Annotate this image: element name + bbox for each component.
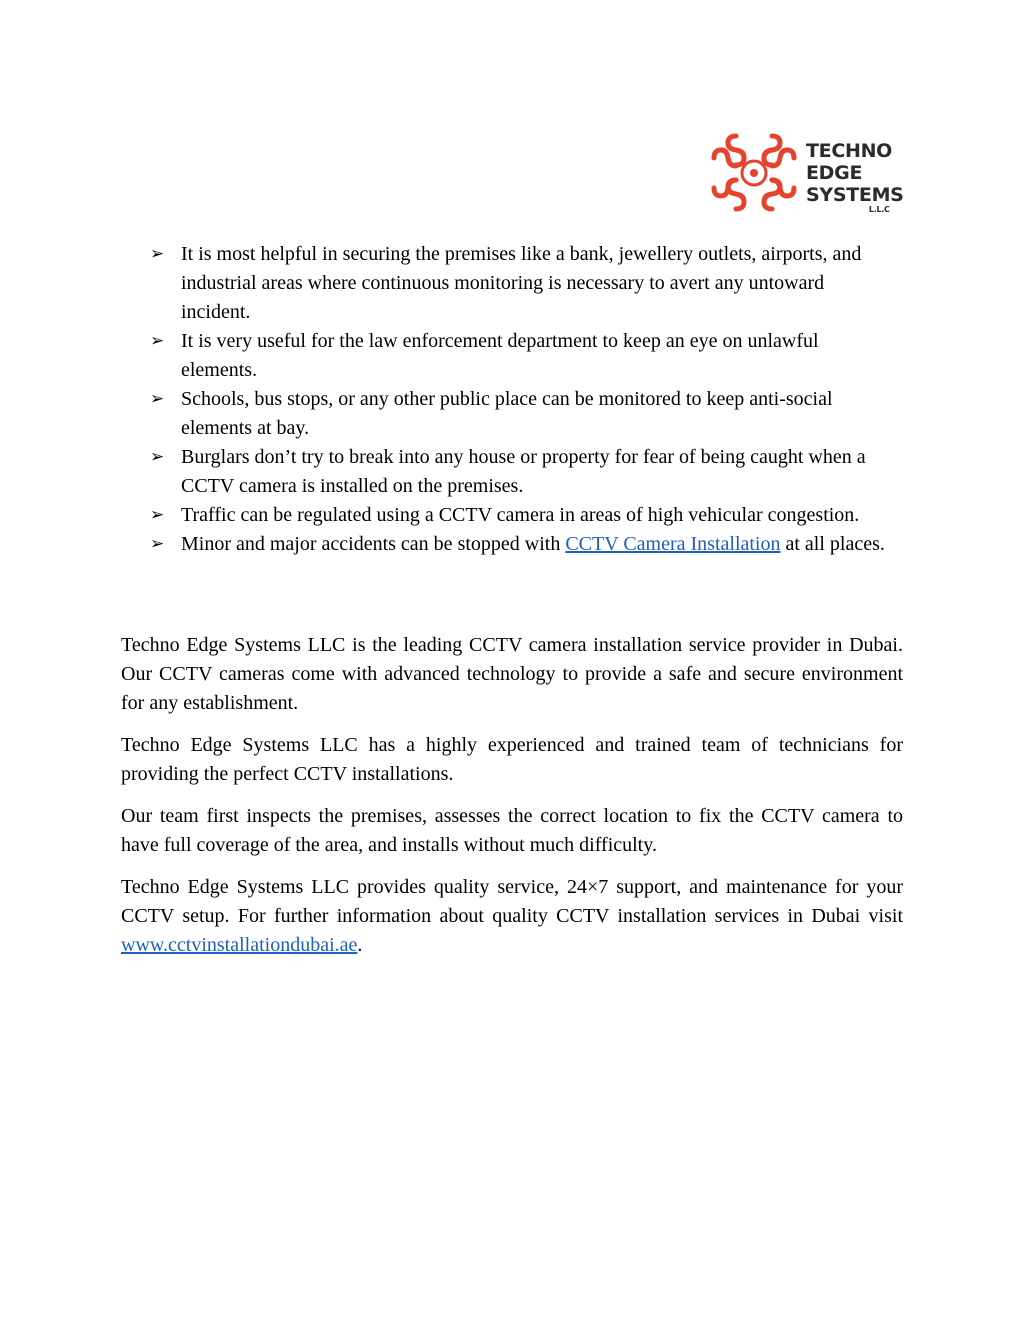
list-item bbox=[150, 443, 890, 501]
paragraph-team: Techno Edge Systems LLC has a highly experienced and trained team of technicians for providing the perfect CCTV installations. bbox=[121, 734, 903, 785]
benefits-list bbox=[150, 240, 890, 559]
logo-line-llc: L.L.C bbox=[868, 205, 890, 214]
list-item-text: It is very useful for the law enforcement department to keep an eye on unlawful elements. bbox=[181, 330, 819, 381]
paragraph-intro: Techno Edge Systems LLC is the leading CCTV camera installation service provider in Dubai. Our CCTV cameras come with advanced technology to provide a safe and secure environment for any establishment. bbox=[121, 634, 903, 714]
paragraph-process: Our team first inspects the premises, assesses the correct location to fix the CCTV camera to have full coverage of the area, and installs without much difficulty. bbox=[121, 805, 903, 856]
list-item-text: Minor and major accidents can be stopped with bbox=[181, 533, 566, 555]
arrow-bullet-icon: ➢ bbox=[150, 244, 165, 264]
list-item-text: It is most helpful in securing the premises like a bank, jewellery outlets, airports, and industrial areas where continuous monitoring is necessary to avert any untoward incident. bbox=[181, 243, 862, 323]
paragraph-contact bbox=[121, 873, 903, 960]
arrow-bullet-icon: ➢ bbox=[150, 389, 165, 409]
techno-edge-logo-icon bbox=[706, 128, 802, 218]
company-logo bbox=[706, 128, 906, 220]
paragraph-contact-end: . bbox=[357, 934, 363, 956]
arrow-bullet-icon: ➢ bbox=[150, 447, 165, 467]
list-item-text: Burglars don’t try to break into any house or property for fear of being caught when a CCTV camera is installed on the premises. bbox=[181, 446, 866, 497]
list-item bbox=[150, 501, 890, 530]
paragraph-contact-text: Techno Edge Systems LLC provides quality service, 24×7 support, and maintenance for your CCTV setup. For further information about quality CCTV installation services in Dubai visit bbox=[121, 876, 903, 927]
list-item bbox=[150, 385, 890, 443]
logo-wordmark bbox=[806, 140, 904, 215]
logo-line-systems: SYSTEMS bbox=[806, 184, 904, 206]
list-item bbox=[150, 240, 890, 327]
arrow-bullet-icon: ➢ bbox=[150, 331, 165, 351]
list-item bbox=[150, 530, 890, 559]
list-item bbox=[150, 327, 890, 385]
website-link[interactable]: www.cctvinstallationdubai.ae bbox=[121, 934, 358, 956]
arrow-bullet-icon: ➢ bbox=[150, 534, 165, 554]
cctv-camera-installation-link[interactable]: CCTV Camera Installation bbox=[565, 533, 781, 555]
logo-line-techno: TECHNO bbox=[806, 140, 893, 162]
logo-line-edge: EDGE bbox=[806, 162, 863, 184]
list-item-text-after: at all places. bbox=[780, 533, 885, 555]
body-text bbox=[121, 631, 903, 973]
list-item-text: Traffic can be regulated using a CCTV camera in areas of high vehicular congestion. bbox=[181, 504, 860, 526]
arrow-bullet-icon: ➢ bbox=[150, 505, 165, 525]
list-item-text: Schools, bus stops, or any other public place can be monitored to keep anti-social elements at bay. bbox=[181, 388, 833, 439]
